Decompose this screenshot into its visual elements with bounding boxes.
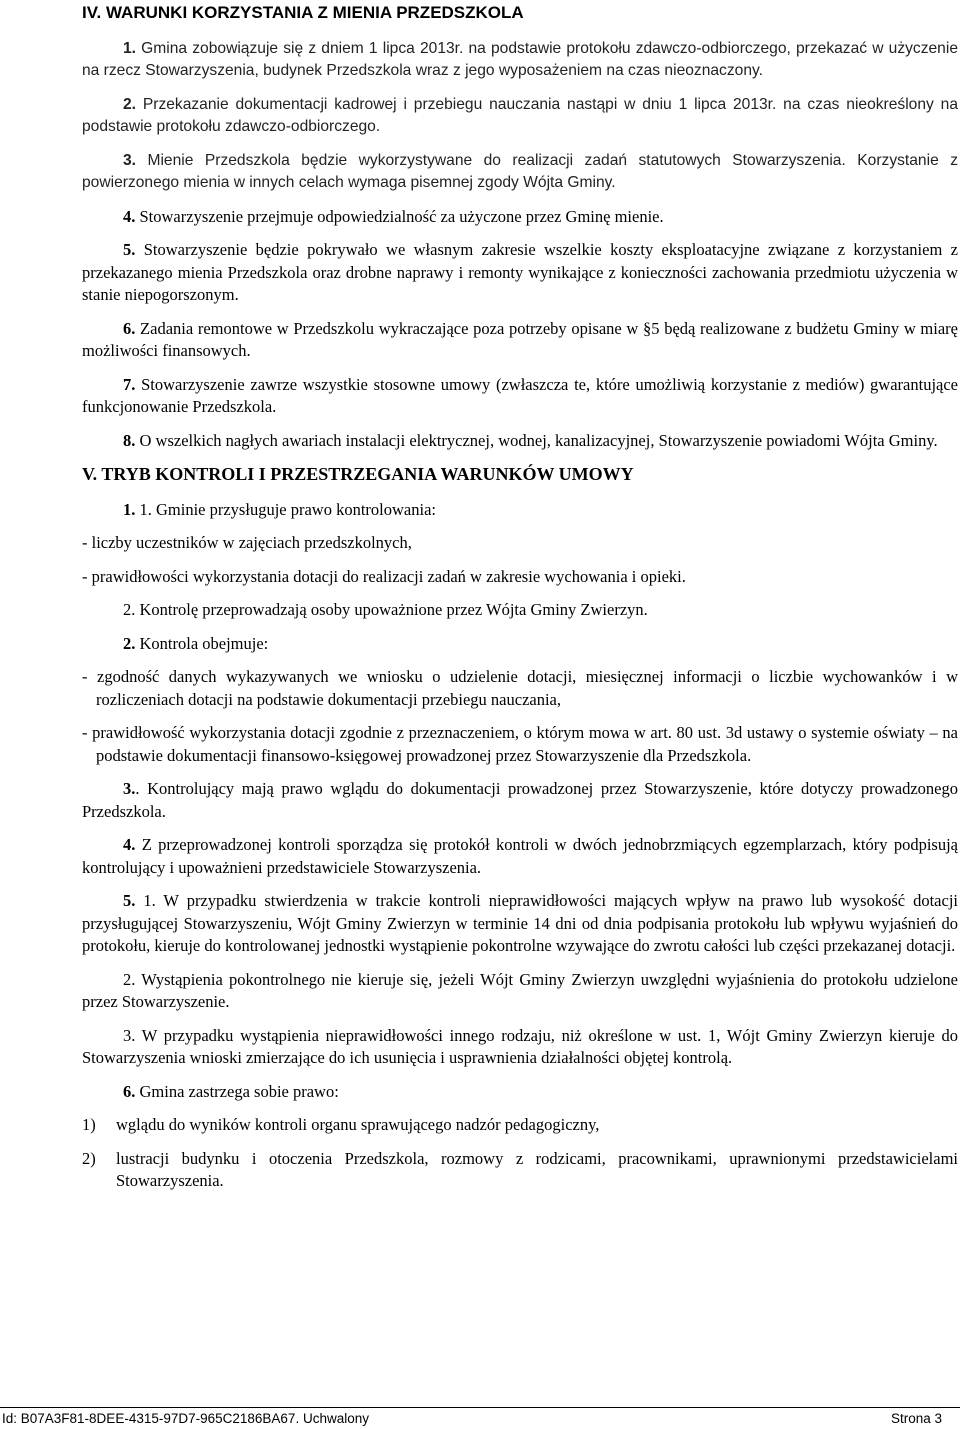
- paragraph-text: Stowarzyszenie zawrze wszystkie stosowne umowy (zwłaszcza te, które umożliwią korzystanie z mediów) gwarantujące funkcjonowanie Przedszkola.: [82, 374, 958, 416]
- paragraph-number: 2.: [123, 633, 136, 653]
- control-paragraph-1: [82, 499, 958, 522]
- paragraph-number: 2.: [123, 95, 137, 113]
- paragraph-text: Mienie Przedszkola będzie wykorzystywane do realizacji zadań statutowych Stowarzyszenia. Korzystanie z powierzonego mienia w innych celach wymaga pisemnej zgody Wójta Gminy.: [82, 151, 958, 191]
- control-paragraph-2: [82, 633, 958, 656]
- paragraph-4: [82, 206, 958, 229]
- paragraph-number: 4.: [123, 206, 136, 226]
- paragraph-text: Stowarzyszenie przejmuje odpowiedzialność za użyczone przez Gminę mienie.: [135, 206, 664, 226]
- list-item: - zgodność danych wykazywanych we wniosku o udzielenie dotacji, miesięcznej informacji o liczbie wychowanków i w rozliczeniach dotacji na podstawie dokumentacji przebiegu nauczania,: [82, 667, 958, 709]
- list-text: wglądu do wyników kontroli organu sprawującego nadzór pedagogiczny,: [116, 1115, 600, 1134]
- paragraph-text: Przekazanie dokumentacji kadrowej i przebiegu nauczania nastąpi w dniu 1 lipca 2013r. na czas nieokreślony na podstawie protokołu zdawczo-odbiorczego.: [82, 95, 958, 135]
- list-item: - prawidłowości wykorzystania dotacji do realizacji zadań w zakresie wychowania i opieki.: [82, 566, 686, 586]
- paragraph-text: Kontrola obejmuje:: [135, 633, 269, 653]
- paragraph-2: [82, 94, 958, 139]
- control-paragraph-3: [82, 778, 958, 823]
- paragraph-text: 1. W przypadku stwierdzenia w trakcie kontroli nieprawidłowości mających wpływ na prawo lub wysokość dotacji przysługującej Stowarzyszeniu, Wójt Gminy Zwierzyn w terminie 14 dni od dnia podpisania protokołu lub wpływu wyjaśnień do protokołu, kieruje do kontrolowanej jednostki wystąpienie pokontrolne wzywające do zwrotu całości lub części przekazanej dotacji.: [82, 891, 958, 955]
- paragraph-number: 3.: [123, 151, 137, 169]
- paragraph-8: [82, 430, 958, 453]
- control-paragraph-4: [82, 834, 958, 879]
- paragraph-number: 4.: [123, 835, 136, 854]
- paragraph-text: Gmina zobowiązuje się z dniem 1 lipca 2013r. na podstawie protokołu zdawczo-odbiorczego, przekazać w użyczenie na rzecz Stowarzyszenia, budynek Przedszkola wraz z jego wyposażeniem na czas nieoznaczony.: [82, 39, 958, 79]
- paragraph-7: [82, 374, 958, 419]
- paragraph-number: 5.: [123, 891, 136, 910]
- paragraph-number: 5.: [123, 240, 136, 259]
- section-heading: V. TRYB KONTROLI I PRZESTRZEGANIA WARUNKÓW UMOWY: [82, 464, 634, 484]
- paragraph-text: . Kontrolujący mają prawo wglądu do dokumentacji prowadzonej przez Stowarzyszenie, które dotyczy prowadzonego Przedszkola.: [82, 779, 958, 821]
- list-text: lustracji budynku i otoczenia Przedszkola, rozmowy z rodzicami, pracownikami, uprawnionymi przedstawicielami Stowarzyszenia.: [116, 1148, 958, 1190]
- document-id: Id: B07A3F81-8DEE-4315-97D7-965C2186BA67. Uchwalony: [2, 1411, 369, 1426]
- page-number: Strona 3: [890, 1411, 942, 1426]
- paragraph-5: [82, 239, 958, 307]
- paragraph-text: Zadania remontowe w Przedszkolu wykraczające poza potrzeby opisane w §5 będą realizowane z budżetu Gminy w miarę możliwości finansowych.: [82, 318, 958, 360]
- control-paragraph-5: [82, 890, 958, 958]
- paragraph-1: [82, 38, 958, 83]
- list-item: - liczby uczestników w zajęciach przedszkolnych,: [82, 533, 412, 552]
- paragraph-number: 7.: [123, 374, 136, 394]
- paragraph-number: 1.: [123, 39, 137, 57]
- section-heading: IV. WARUNKI KORZYSTANIA Z MIENIA PRZEDSZKOLA: [82, 3, 524, 22]
- paragraph-number: 3.: [123, 779, 136, 798]
- control-paragraph-6: [82, 1081, 958, 1104]
- paragraph-number: 8.: [123, 430, 136, 450]
- control-paragraph-5-2: 2. Wystąpienia pokontrolnego nie kieruje się, jeżeli Wójt Gminy Zwierzyn uwzględni wyjaśnienia do protokołu udzielone przez Stowarzyszenie.: [82, 969, 958, 1011]
- paragraph-6: [82, 318, 958, 363]
- paragraph-text: 1. Gminie przysługuje prawo kontrolowania:: [135, 499, 436, 519]
- paragraph-text: Stowarzyszenie będzie pokrywało we własnym zakresie wszelkie koszty eksploatacyjne związane z korzystaniem z przekazanego mienia Przedszkola oraz drobne naprawy i remonty wynikające z konieczności zachowania przedmiotu użyczenia w stanie niepogorszonym.: [82, 240, 958, 304]
- list-item: [82, 1114, 958, 1137]
- control-paragraph-1-2: 2. Kontrolę przeprowadzają osoby upoważnione przez Wójta Gminy Zwierzyn.: [123, 600, 648, 619]
- paragraph-text: Gmina zastrzega sobie prawo:: [135, 1081, 339, 1101]
- paragraph-text: Z przeprowadzonej kontroli sporządza się protokół kontroli w dwóch jednobrzmiących egzemplarzach, który podpisują kontrolujący i upoważnieni przedstawiciele Stowarzyszenia.: [82, 835, 958, 877]
- paragraph-number: 6.: [123, 1081, 136, 1101]
- paragraph-number: 6.: [123, 318, 136, 338]
- paragraph-text: O wszelkich nagłych awariach instalacji elektrycznej, wodnej, kanalizacyjnej, Stowarzyszenie powiadomi Wójta Gminy.: [135, 430, 938, 450]
- paragraph-3: [82, 150, 958, 195]
- page-footer: [0, 1407, 960, 1428]
- list-number: 1): [82, 1115, 96, 1134]
- list-item: - prawidłowość wykorzystania dotacji zgodnie z przeznaczeniem, o którym mowa w art. 80 ust. 3d ustawy o systemie oświaty – na podstawie dokumentacji finansowo-księgowej prowadzonej przez Stowarzyszenie dla Przedszkola.: [82, 723, 958, 765]
- control-paragraph-5-3: 3. W przypadku wystąpienia nieprawidłowości innego rodzaju, niż określone w ust. 1, Wójt Gminy Zwierzyn kieruje do Stowarzyszenia wnioski zmierzające do ich usunięcia i usprawnienia działalności objętej kontrolą.: [82, 1025, 958, 1067]
- list-item: [82, 1148, 958, 1193]
- paragraph-number: 1.: [123, 499, 136, 519]
- list-number: 2): [82, 1148, 96, 1168]
